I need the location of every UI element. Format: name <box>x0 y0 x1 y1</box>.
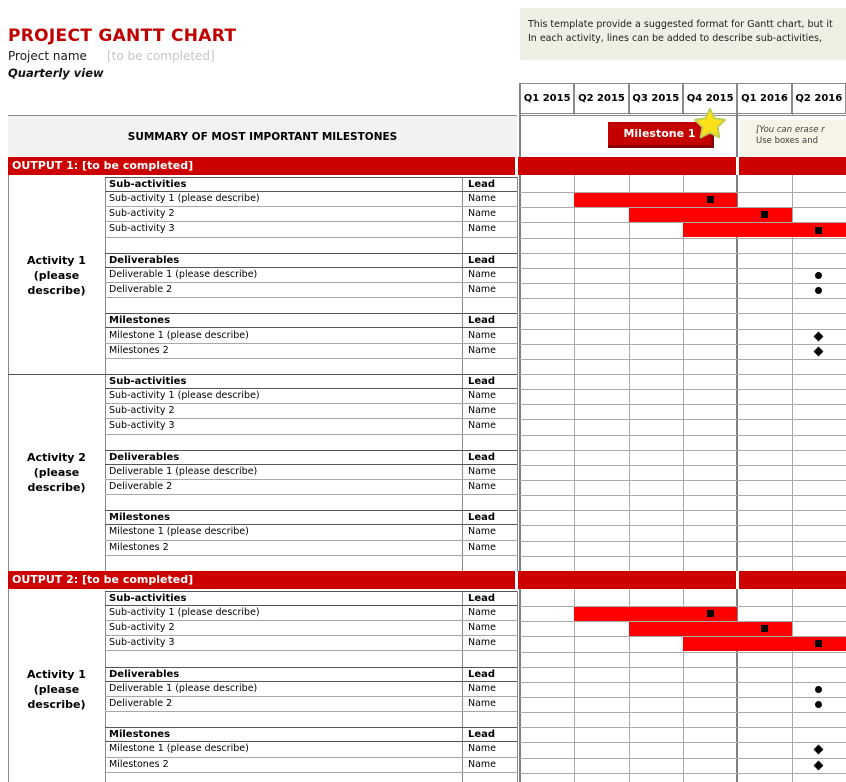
gridline-h <box>520 344 846 345</box>
template-note <box>520 8 846 60</box>
gridline-h <box>520 298 846 299</box>
gridline-h <box>520 495 846 496</box>
desc-cell[interactable]: Sub-activity 1 (please describe) <box>105 606 462 621</box>
marker-square-icon[interactable] <box>707 610 714 617</box>
gridline-v <box>517 177 518 374</box>
output-banner[interactable]: OUTPUT 1: [to be completed] <box>8 157 846 175</box>
summary-note <box>740 120 846 156</box>
marker-diamond-icon[interactable] <box>814 331 824 341</box>
gridline-h <box>520 359 846 360</box>
template-note-line-2: In each activity, lines can be added to describe sub-activities, <box>528 33 823 44</box>
marker-diamond-icon[interactable] <box>814 760 824 770</box>
gridline-h <box>520 682 846 683</box>
banner-notch <box>736 157 739 175</box>
summary-milestone-box[interactable]: Milestone 1 <box>608 122 714 148</box>
activity-label[interactable]: Activity 1 (please describe) <box>27 253 86 297</box>
banner-notch <box>515 157 518 175</box>
gridline-h <box>520 758 846 759</box>
gridline-v-year <box>736 83 738 782</box>
lead-cell[interactable]: Name <box>462 222 517 237</box>
marker-square-icon[interactable] <box>761 211 768 218</box>
desc-cell[interactable]: Milestone 1 (please describe) <box>105 742 462 757</box>
marker-square-icon[interactable] <box>707 196 714 203</box>
output-banner[interactable]: OUTPUT 2: [to be completed] <box>8 571 846 589</box>
desc-cell[interactable]: Deliverable 2 <box>105 283 462 298</box>
quarter-header[interactable]: Q3 2015 <box>629 83 683 114</box>
activity-label[interactable]: Activity 2 (please describe) <box>27 450 86 494</box>
lead-header-cell[interactable]: Lead <box>462 510 517 525</box>
marker-square-icon[interactable] <box>815 640 822 647</box>
lead-cell[interactable]: Name <box>462 465 517 480</box>
page-title: PROJECT GANTT CHART <box>8 26 237 46</box>
gridline-h <box>520 480 846 481</box>
project-name-label: Project name <box>8 49 87 63</box>
desc-cell[interactable]: Deliverable 2 <box>105 480 462 495</box>
desc-cell[interactable]: Deliverable 1 (please describe) <box>105 465 462 480</box>
lead-cell[interactable]: Name <box>462 419 517 434</box>
desc-cell[interactable]: Sub-activity 1 (please describe) <box>105 192 462 207</box>
gridline-h <box>520 419 846 420</box>
lead-header-cell[interactable]: Lead <box>462 591 517 606</box>
lead-cell[interactable]: Name <box>462 621 517 636</box>
gridline-h <box>520 712 846 713</box>
lead-header-cell[interactable]: Lead <box>462 177 517 192</box>
gridline-h <box>520 374 846 375</box>
group-header-cell[interactable]: Milestones <box>105 313 462 328</box>
gridline-h <box>520 465 846 466</box>
desc-cell[interactable]: Sub-activity 3 <box>105 636 462 651</box>
desc-cell[interactable]: Sub-activity 3 <box>105 222 462 237</box>
gridline-v-year <box>519 83 521 782</box>
desc-cell[interactable]: Sub-activity 2 <box>105 621 462 636</box>
lead-cell[interactable]: Name <box>462 541 517 556</box>
gridline-v <box>574 157 575 782</box>
group-header-cell[interactable]: Deliverables <box>105 253 462 268</box>
activity-label[interactable]: Activity 1 (please describe) <box>27 667 86 711</box>
lead-cell[interactable]: Name <box>462 329 517 344</box>
group-header-cell[interactable]: Milestones <box>105 510 462 525</box>
gridline-h <box>520 253 846 254</box>
marker-square-icon[interactable] <box>815 227 822 234</box>
template-note-line-1: This template provide a suggested format for Gantt chart, but it <box>528 19 833 30</box>
desc-cell[interactable]: Milestones 2 <box>105 344 462 359</box>
desc-cell[interactable]: Sub-activity 2 <box>105 207 462 222</box>
lead-header-cell[interactable]: Lead <box>462 450 517 465</box>
lead-cell[interactable]: Name <box>462 636 517 651</box>
quarter-header[interactable]: Q4 2015 <box>683 83 737 114</box>
gridline-h <box>520 283 846 284</box>
lead-cell[interactable]: Name <box>462 268 517 283</box>
lead-cell[interactable]: Name <box>462 389 517 404</box>
gridline-v <box>683 157 684 782</box>
gridline-h <box>520 742 846 743</box>
desc-cell[interactable]: Deliverable 1 (please describe) <box>105 682 462 697</box>
marker-circle-icon[interactable] <box>815 686 822 693</box>
marker-circle-icon[interactable] <box>815 701 822 708</box>
lead-cell[interactable]: Name <box>462 283 517 298</box>
lead-cell[interactable]: Name <box>462 758 517 773</box>
group-header-cell[interactable]: Sub-activities <box>105 591 462 606</box>
summary-note-line-1: [You can erase r <box>756 125 825 135</box>
gridline-h <box>520 450 846 451</box>
gridline-h <box>520 525 846 526</box>
gridline-h <box>520 329 846 330</box>
lead-cell[interactable]: Name <box>462 344 517 359</box>
desc-cell[interactable]: Sub-activity 1 (please describe) <box>105 389 462 404</box>
summary-note-line-2: Use boxes and <box>756 136 819 146</box>
lead-cell[interactable]: Name <box>462 192 517 207</box>
gridline-h <box>520 313 846 314</box>
lead-header-cell[interactable]: Lead <box>462 727 517 742</box>
desc-cell[interactable]: Sub-activity 3 <box>105 419 462 434</box>
gridline-h <box>520 268 846 269</box>
gridline-h <box>520 115 846 116</box>
star-icon <box>692 106 728 142</box>
desc-cell[interactable]: Milestone 1 (please describe) <box>105 329 462 344</box>
lead-cell[interactable]: Name <box>462 742 517 757</box>
view-label: Quarterly view <box>8 66 104 80</box>
project-name-value[interactable]: [to be completed] <box>107 49 215 63</box>
lead-cell[interactable]: Name <box>462 525 517 540</box>
gridline-v <box>517 374 518 571</box>
banner-notch <box>515 571 518 589</box>
marker-circle-icon[interactable] <box>815 272 822 279</box>
gridline-h <box>520 404 846 405</box>
lead-cell[interactable]: Name <box>462 697 517 712</box>
gridline-h <box>520 556 846 557</box>
quarter-header[interactable]: Q1 2016 <box>737 83 791 114</box>
lead-cell[interactable]: Name <box>462 682 517 697</box>
gridline-h <box>520 541 846 542</box>
gridline-v <box>792 157 793 782</box>
gridline-h <box>520 510 846 511</box>
banner-notch <box>736 571 739 589</box>
gridline-h <box>520 667 846 668</box>
gridline-h <box>520 773 846 774</box>
marker-diamond-icon[interactable] <box>814 346 824 356</box>
gridline-h <box>520 389 846 390</box>
quarter-header[interactable]: Q2 2015 <box>574 83 628 114</box>
lead-header-cell[interactable]: Lead <box>462 253 517 268</box>
lead-header-cell[interactable]: Lead <box>462 313 517 328</box>
gridline-h <box>520 727 846 728</box>
lead-cell[interactable]: Name <box>462 480 517 495</box>
desc-cell[interactable]: Milestone 1 (please describe) <box>105 525 462 540</box>
gridline-h <box>520 435 846 436</box>
lead-header-cell[interactable]: Lead <box>462 667 517 682</box>
summary-cell: SUMMARY OF MOST IMPORTANT MILESTONES <box>8 115 517 157</box>
gridline-h <box>520 697 846 698</box>
quarter-header[interactable]: Q1 2015 <box>520 83 574 114</box>
desc-cell[interactable]: Milestones 2 <box>105 758 462 773</box>
lead-cell[interactable]: Name <box>462 606 517 621</box>
marker-square-icon[interactable] <box>761 625 768 632</box>
group-header-cell[interactable]: Deliverables <box>105 450 462 465</box>
lead-cell[interactable]: Name <box>462 404 517 419</box>
group-header-cell[interactable]: Milestones <box>105 727 462 742</box>
desc-cell[interactable]: Sub-activity 2 <box>105 404 462 419</box>
quarter-header[interactable]: Q2 2016 <box>792 83 846 114</box>
gridline-v <box>629 157 630 782</box>
lead-cell[interactable]: Name <box>462 207 517 222</box>
desc-cell[interactable]: Milestones 2 <box>105 541 462 556</box>
marker-circle-icon[interactable] <box>815 287 822 294</box>
lead-header-cell[interactable]: Lead <box>462 374 517 389</box>
gridline-v <box>517 591 518 782</box>
group-header-cell[interactable]: Sub-activities <box>105 177 462 192</box>
marker-diamond-icon[interactable] <box>814 745 824 755</box>
group-header-cell[interactable]: Sub-activities <box>105 374 462 389</box>
desc-cell[interactable]: Deliverable 2 <box>105 697 462 712</box>
gridline-h <box>520 652 846 653</box>
group-header-cell[interactable]: Deliverables <box>105 667 462 682</box>
desc-cell[interactable]: Deliverable 1 (please describe) <box>105 268 462 283</box>
gridline-h <box>520 238 846 239</box>
